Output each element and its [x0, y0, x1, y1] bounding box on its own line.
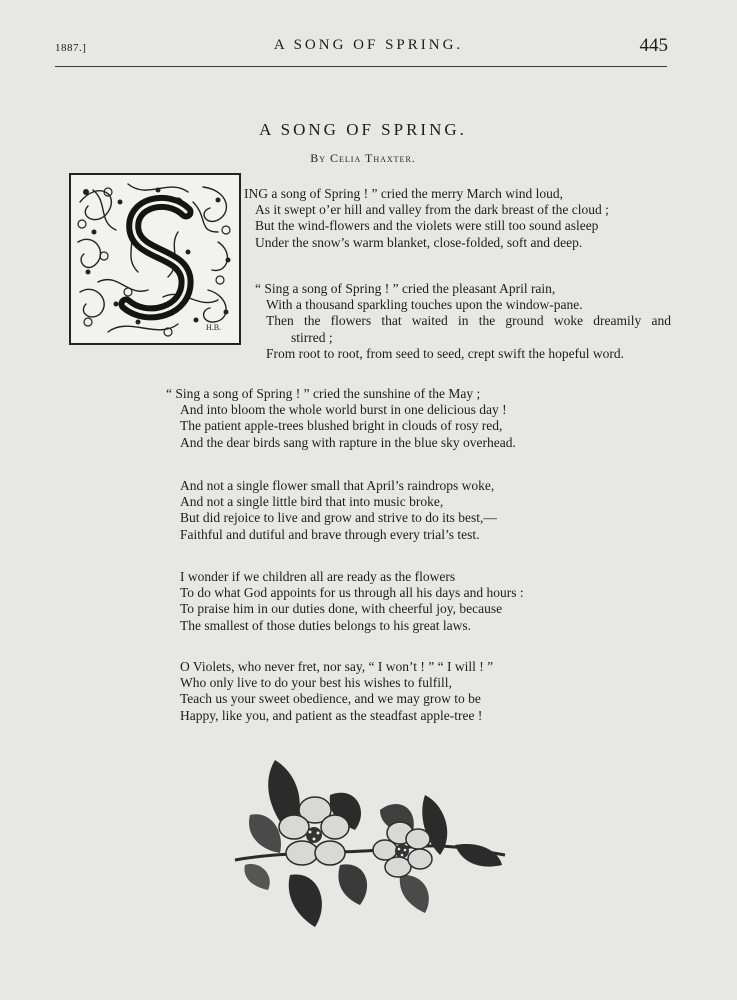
poem-byline: By Celia Thaxter. [310, 151, 416, 165]
stanza-4 [180, 478, 497, 543]
stanza-2 [255, 281, 671, 362]
stanza-line: “ Sing a song of Spring ! ” cried the sunshine of the May ; [166, 386, 481, 401]
stanza-line: I wonder if we children all are ready as the flowers [180, 569, 456, 584]
page-number: 445 [639, 35, 668, 56]
ornamental-initial-s-icon [68, 172, 242, 346]
stanza-line: “ Sing a song of Spring ! ” cried the pleasant April rain, [255, 281, 556, 296]
stanza-line: From root to root, from seed to seed, crept swift the hopeful word. [266, 345, 625, 361]
stanza-line: As it swept o’er hill and valley from the dark breast of the cloud ; [255, 202, 609, 218]
stanza-line: Then the flowers that waited in the ground woke dreamily and [266, 313, 671, 329]
stanza-line: But did rejoice to live and grow and strive to do its best,— [180, 510, 497, 526]
stanza-6 [180, 659, 493, 724]
stanza-line: Who only live to do your best his wishes to fulfill, [180, 675, 452, 691]
stanza-line: Faithful and dutiful and brave through every trial’s test. [180, 526, 480, 542]
apple-blossom-illustration-icon [230, 755, 510, 930]
stanza-line: To do what God appoints for us through all his days and hours : [180, 585, 524, 601]
running-head-year: 1887.] [55, 42, 87, 54]
poem-title: A SONG OF SPRING. [259, 120, 467, 139]
stanza-5 [180, 569, 524, 634]
stanza-line: ING a song of Spring ! ” cried the merry March wind loud, [244, 186, 564, 201]
running-head [0, 0, 737, 70]
stanza-line: The patient apple-trees blushed bright in clouds of rosy red, [180, 418, 503, 434]
stanza-line: stirred ; [291, 329, 333, 345]
stanza-line: And not a single flower small that April’s raindrops woke, [180, 478, 495, 493]
stanza-line: To praise him in our duties done, with cheerful joy, because [180, 601, 503, 617]
stanza-line: The smallest of those duties belongs to his great laws. [180, 617, 471, 633]
stanza-line: O Violets, who never fret, nor say, “ I won’t ! ” “ I will ! ” [180, 659, 494, 674]
stanza-line: And not a single little bird that into music broke, [180, 494, 444, 510]
stanza-line: And the dear birds sang with rapture in the blue sky overhead. [180, 434, 516, 450]
stanza-line: Happy, like you, and patient as the steadfast apple-tree ! [180, 707, 483, 723]
stanza-line: With a thousand sparkling touches upon the window-pane. [266, 297, 583, 313]
stanza-line: But the wind-flowers and the violets were still too sound asleep [255, 218, 599, 234]
header-rule [55, 66, 667, 67]
stanza-line: Under the snow’s warm blanket, close-folded, soft and deep. [255, 234, 583, 250]
stanza-1 [244, 186, 609, 251]
stanza-line: And into bloom the whole world burst in one delicious day ! [180, 402, 507, 418]
monogram-text: H.B. [206, 323, 222, 332]
stanza-3 [166, 386, 516, 451]
stanza-line: Teach us your sweet obedience, and we may grow to be [180, 691, 481, 707]
running-head-title: A SONG OF SPRING. [273, 37, 464, 53]
